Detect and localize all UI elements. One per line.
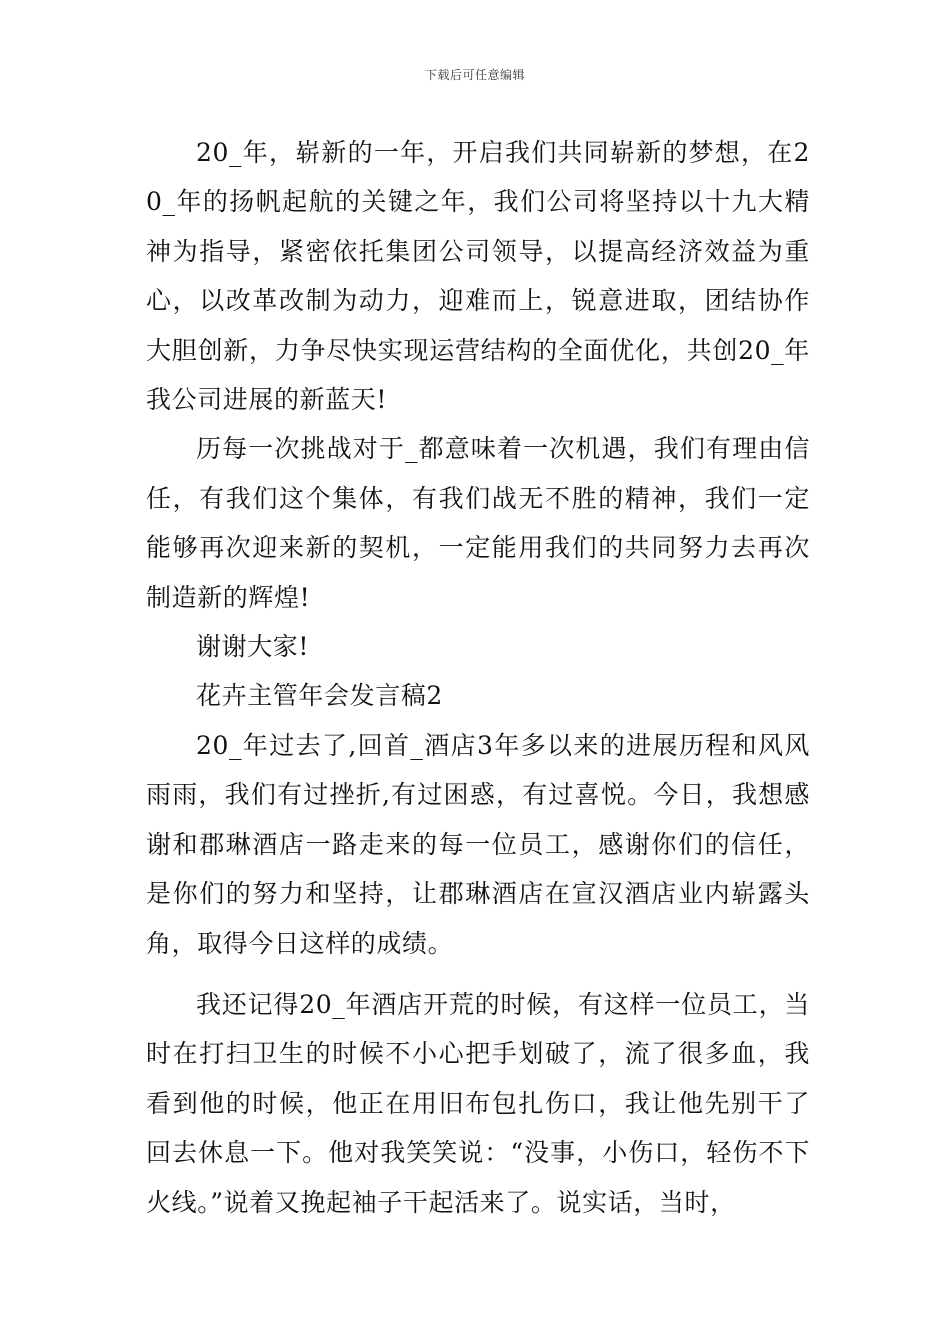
paragraph-challenge-opportunity: 历每一次挑战对于_都意味着一次机遇，我们有理由信任，有我们这个集体，有我们战无不胜的精神，我们一定能够再次迎来新的契机，一定能用我们的共同努力去再次制造新的辉煌! bbox=[146, 434, 810, 612]
paragraph-new-year-vision: 20_年，崭新的一年，开启我们共同崭新的梦想，在20_年的扬帆起航的关键之年，我们公司将坚持以十九大精神为指导，紧密依托集团公司领导，以提高经济效益为重心，以改革改制为动力，迎难而上，锐意进取，团结协作大胆创新，力争尽快实现运营结构的全面优化，共创20_年我公司进展的新蓝天! bbox=[146, 138, 810, 415]
page-header: 下载后可任意编辑 bbox=[424, 68, 525, 82]
paragraph-hotel-history: 20_年过去了,回首_酒店3年多以来的进展历程和风风雨雨，我们有过挫折,有过困惑，有过喜悦。今日，我想感谢和郡琳酒店一路走来的每一位员工，感谢你们的信任，是你们的努力和坚持，让郡琳酒店在宣汉酒店业内崭露头角，取得今日这样的成绩。 bbox=[146, 730, 810, 958]
document-body bbox=[146, 128, 810, 1227]
paragraph-employee-story: 我还记得20_年酒店开荒的时候，有这样一位员工，当时在打扫卫生的时候不小心把手划破了，流了很多血，我看到他的时候，他正在用旧布包扎伤口，我让他先别干了回去休息一下。他对我笑笑说：“没事，小伤口，轻伤不下火线。”说着又挽起袖子干起活来了。说实话，当时， bbox=[146, 989, 810, 1217]
section-heading: 花卉主管年会发言稿2 bbox=[196, 681, 443, 711]
paragraph-spacer bbox=[146, 968, 810, 980]
paragraph-thanks: 谢谢大家! bbox=[196, 632, 310, 662]
